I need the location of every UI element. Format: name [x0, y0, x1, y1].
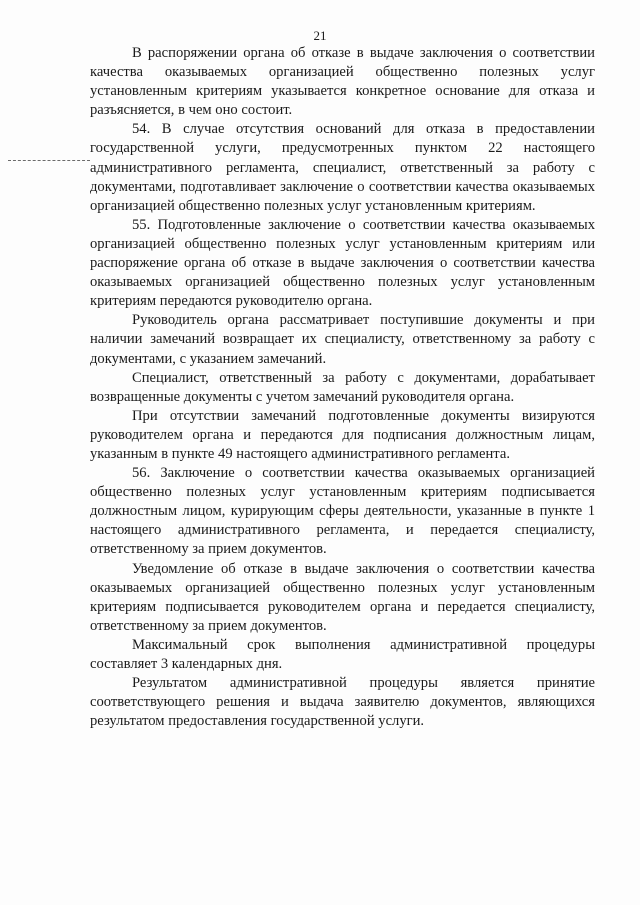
paragraph-54: 54. В случае отсутствия оснований для отказа в предоставлении государственной услуги, предусмотренных пунктом 22 настоящего административного регламента, специалист, ответственный за работу с документами, подготавливает заключение о соответствии качества оказываемых организацией общественно полезных услуг установленным критериям.	[90, 121, 595, 214]
paragraph-56: 56. Заключение о соответствии качества оказываемых организацией общественно полезных услуг установленным критериям подписывается должностным лицом, курирующим сферы деятельности, указанные в пункте 1 настоящего административного регламента, и передается специалисту, ответственному за прием документов.	[90, 465, 595, 558]
paragraph-head-review: Руководитель органа рассматривает поступившие документы и при наличии замечаний возвращает их специалисту, ответственному за работу с документами, с указанием замечаний.	[90, 312, 595, 367]
paragraph-refusal-notice: Уведомление об отказе в выдаче заключения о соответствии качества оказываемых организацией общественно полезных услуг установленным критериям подписывается руководителем органа и передается специалисту, ответственному за прием документов.	[90, 560, 595, 634]
paragraph-specialist-revision: Специалист, ответственный за работу с документами, дорабатывает возвращенные документы с учетом замечаний руководителя органа.	[90, 369, 595, 405]
paragraph-result: Результатом административной процедуры является принятие соответствующего решения и выдача заявителю документов, являющихся результатом предоставления государственной услуги.	[90, 675, 595, 730]
document-body	[90, 44, 595, 731]
paragraph-55: 55. Подготовленные заключение о соответствии качества оказываемых организацией общественно полезных услуг установленным критериям или распоряжение органа об отказе в выдаче заключения о соответствии качества оказываемых организацией общественно полезных услуг установленным критериям передаются руководителю органа.	[90, 216, 595, 310]
scan-artifact-line	[8, 160, 90, 162]
page-number: 21	[313, 28, 327, 43]
paragraph-no-remarks: При отсутствии замечаний подготовленные документы визируются руководителем органа и передаются для подписания должностным лицам, указанным в пункте 49 настоящего административного регламента.	[90, 407, 595, 462]
paragraph-refusal-grounds: В распоряжении органа об отказе в выдаче заключения о соответствии качества оказываемых организацией общественно полезных услуг установленным критериям указывается конкретное основание для отказа и разъясняется, в чем оно состоит.	[90, 45, 595, 119]
paragraph-max-term: Максимальный срок выполнения административной процедуры составляет 3 календарных дня.	[90, 636, 595, 672]
